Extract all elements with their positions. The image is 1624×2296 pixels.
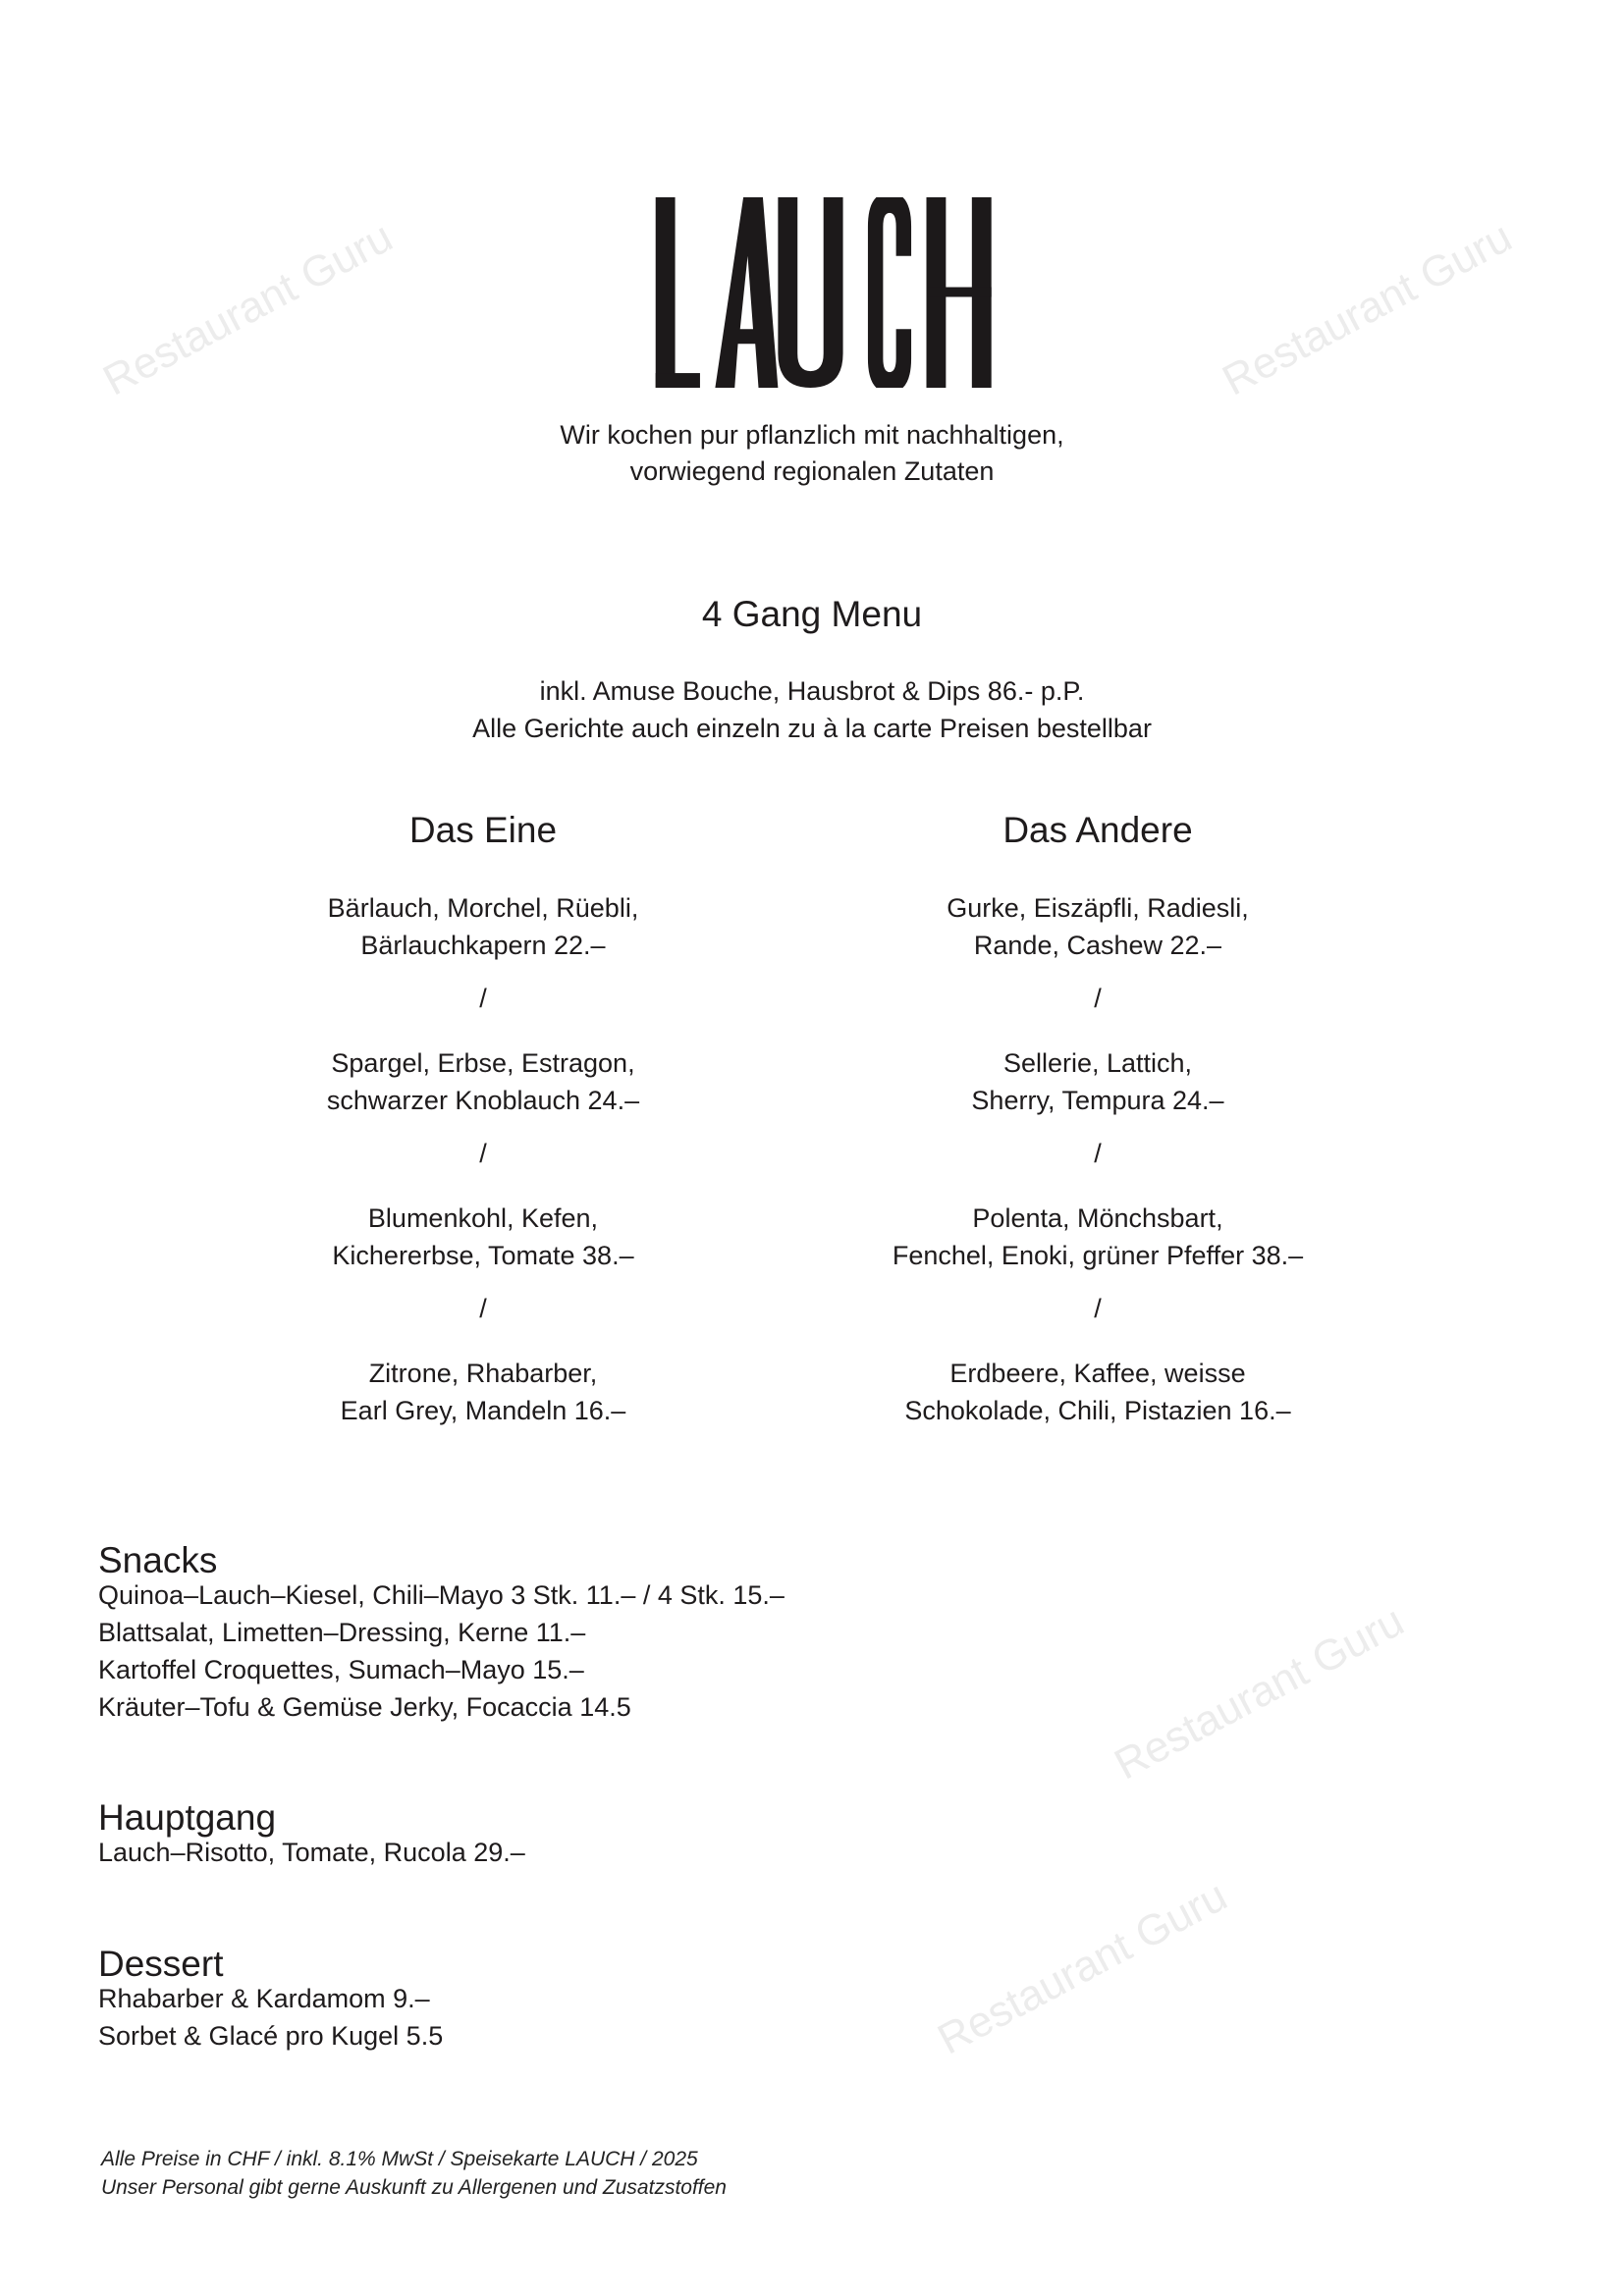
footer-line: Unser Personal gibt gerne Auskunft zu Allergenen und Zusatzstoffen [101, 2176, 727, 2199]
course-item [179, 1044, 787, 1115]
column-title: Das Andere [1002, 810, 1193, 850]
course-line: Polenta, Mönchsbart, [972, 1203, 1223, 1233]
course-separator: / [1094, 984, 1102, 1013]
section-title: Hauptgang [98, 1797, 277, 1838]
section-title: Dessert [98, 1944, 224, 1984]
course-line: Erdbeere, Kaffee, weisse [949, 1359, 1246, 1388]
course-line: Spargel, Erbse, Estragon, [331, 1048, 635, 1078]
menu-item: Kräuter–Tofu & Gemüse Jerky, Focaccia 14.5 [98, 1692, 631, 1722]
menu-item: Kartoffel Croquettes, Sumach–Mayo 15.– [98, 1655, 584, 1684]
logo-letters [656, 197, 992, 388]
course-separator: / [479, 1294, 487, 1323]
course-line: schwarzer Knoblauch 24.– [326, 1086, 640, 1115]
menu-item: Rhabarber & Kardamom 9.– [98, 1984, 430, 2013]
course-separator: / [479, 1139, 487, 1168]
menu-title: 4 Gang Menu [701, 594, 923, 634]
course-line: Bärlauch, Morchel, Rüebli, [327, 893, 639, 923]
snacks-section [98, 1539, 785, 1726]
course-line: Kichererbse, Tomate 38.– [332, 1241, 634, 1270]
watermark: Restaurant Guru [1107, 1596, 1412, 1789]
course-line: Gurke, Eiszäpfli, Radiesli, [947, 893, 1249, 923]
course-separator: / [1094, 1139, 1102, 1168]
restaurant-logo [648, 197, 995, 388]
course-item [793, 1200, 1402, 1270]
course-separator: / [1094, 1294, 1102, 1323]
section-title: Snacks [98, 1540, 218, 1580]
menu-item: Sorbet & Glacé pro Kugel 5.5 [98, 2021, 444, 2051]
watermark: Restaurant Guru [95, 212, 401, 405]
footer-line: Alle Preise in CHF / inkl. 8.1% MwSt / Speisekarte LAUCH / 2025 [101, 2148, 698, 2170]
menu-item: Lauch–Risotto, Tomate, Rucola 29.– [98, 1838, 525, 1867]
course-line: Fenchel, Enoki, grüner Pfeffer 38.– [892, 1241, 1304, 1270]
course-item [793, 1044, 1402, 1115]
course-line: Zitrone, Rhabarber, [368, 1359, 598, 1388]
tagline-line: Wir kochen pur pflanzlich mit nachhaltigen, [560, 420, 1064, 450]
menu-notes [0, 672, 1624, 747]
column-title: Das Eine [408, 810, 558, 850]
course-line: Rande, Cashew 22.– [973, 931, 1222, 960]
course-item [793, 1355, 1402, 1425]
tagline [0, 417, 1624, 490]
watermark: Restaurant Guru [930, 1871, 1235, 2064]
watermark: Restaurant Guru [1215, 212, 1520, 405]
course-line: Sellerie, Lattich, [1002, 1048, 1193, 1078]
course-line: Blumenkohl, Kefen, [367, 1203, 599, 1233]
course-line: Schokolade, Chili, Pistazien 16.– [904, 1396, 1291, 1425]
course-line: Bärlauchkapern 22.– [360, 931, 606, 960]
menu-note: Alle Gerichte auch einzeln zu à la carte Preisen bestellbar [472, 714, 1152, 743]
footer-notes [101, 2145, 727, 2202]
course-item [179, 1355, 787, 1425]
course-line: Sherry, Tempura 24.– [971, 1086, 1224, 1115]
course-item [793, 889, 1402, 960]
course-item [179, 889, 787, 960]
course-item [179, 1200, 787, 1270]
menu-item: Blattsalat, Limetten–Dressing, Kerne 11.– [98, 1618, 586, 1647]
course-separator: / [479, 984, 487, 1013]
dessert-section [98, 1943, 443, 2055]
menu-note: inkl. Amuse Bouche, Hausbrot & Dips 86.- p.P. [539, 676, 1085, 706]
course-line: Earl Grey, Mandeln 16.– [340, 1396, 626, 1425]
menu-item: Quinoa–Lauch–Kiesel, Chili–Mayo 3 Stk. 11.– / 4 Stk. 15.– [98, 1580, 785, 1610]
menu-column [179, 809, 787, 1425]
menu-column [793, 809, 1402, 1425]
tagline-line: vorwiegend regionalen Zutaten [629, 456, 995, 486]
main-course-section [98, 1796, 525, 1871]
